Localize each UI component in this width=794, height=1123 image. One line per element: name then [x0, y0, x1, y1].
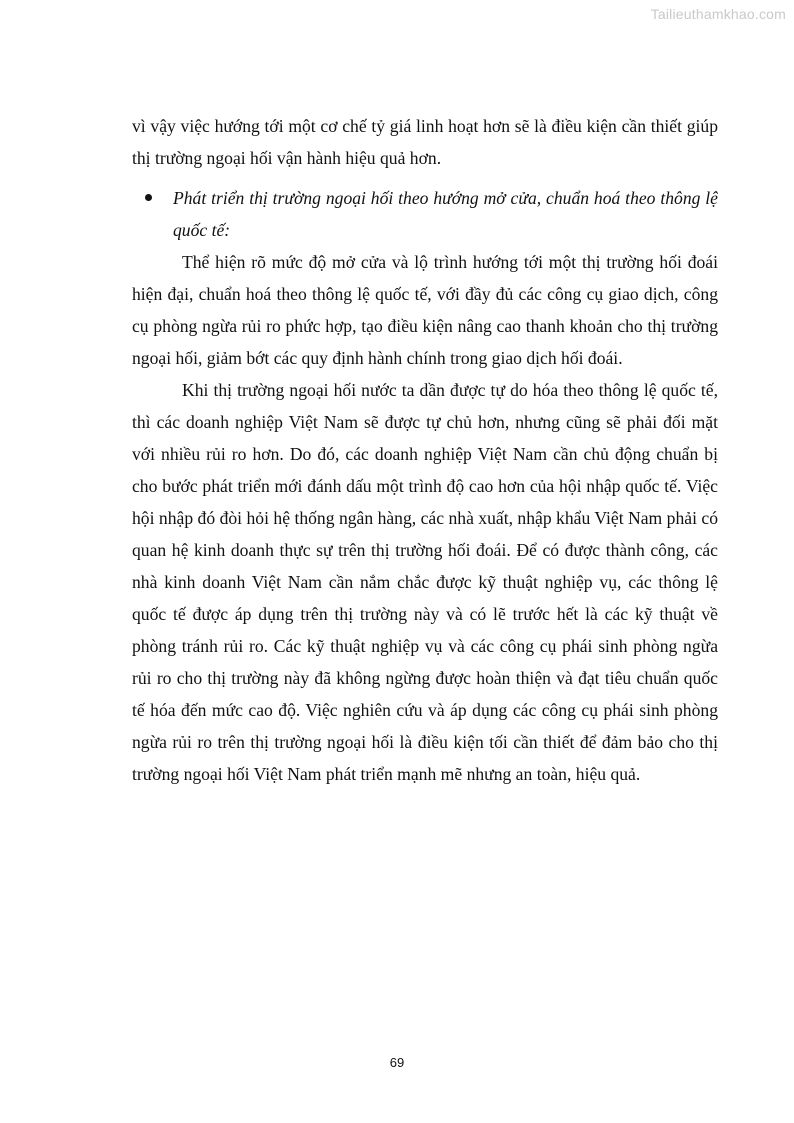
page-number: 69 — [389, 1055, 405, 1070]
paragraph-1: Thể hiện rõ mức độ mở cửa và lộ trình hướng tới một thị trường hối đoái hiện đại, chuẩn hoá theo thông lệ quốc tế, với đầy đủ các công cụ giao dịch, công cụ phòng ngừa rủi ro phức hợp, tạo điều kiện nâng cao thanh khoản cho thị trường ngoại hối, giảm bớt các quy định hành chính trong giao dịch hối đoái. — [132, 252, 718, 368]
bullet-dot-icon — [145, 194, 152, 201]
bullet-text: Phát triển thị trường ngoại hối theo hướng mở cửa, chuẩn hoá theo thông lệ quốc tế: — [173, 188, 718, 240]
watermark: Tailieuthamkhao.com — [650, 6, 786, 22]
intro-paragraph: vì vậy việc hướng tới một cơ chế tỷ giá linh hoạt hơn sẽ là điều kiện cần thiết giúp thị trường ngoại hối vận hành hiệu quả hơn. — [132, 116, 718, 168]
document-body — [132, 110, 718, 790]
paragraph-2: Khi thị trường ngoại hối nước ta dần được tự do hóa theo thông lệ quốc tế, thì các doanh nghiệp Việt Nam sẽ được tự chủ hơn, nhưng cũng sẽ phải đối mặt với nhiều rủi ro hơn. Do đó, các doanh nghiệp Việt Nam cần chủ động chuẩn bị cho bước phát triển mới đánh dấu một trình độ cao hơn của hội nhập quốc tế. Việc hội nhập đó đòi hỏi hệ thống ngân hàng, các nhà xuất, nhập khẩu Việt Nam phải có quan hệ kinh doanh thực sự trên thị trường hối đoái. Để có được thành công, các nhà kinh doanh Việt Nam cần nắm chắc được kỹ thuật nghiệp vụ, các thông lệ quốc tế được áp dụng trên thị trường này và có lẽ trước hết là các kỹ thuật về phòng tránh rủi ro. Các kỹ thuật nghiệp vụ và các công cụ phái sinh phòng ngừa rủi ro cho thị trường này đã không ngừng được hoàn thiện và đạt tiêu chuẩn quốc tế hóa đến mức cao độ. Việc nghiên cứu và áp dụng các công cụ phái sinh phòng ngừa rủi ro trên thị trường ngoại hối là điều kiện tối cần thiết để đảm bảo cho thị trường ngoại hối Việt Nam phát triển mạnh mẽ nhưng an toàn, hiệu quả. — [132, 380, 718, 784]
bullet-item — [132, 182, 718, 246]
